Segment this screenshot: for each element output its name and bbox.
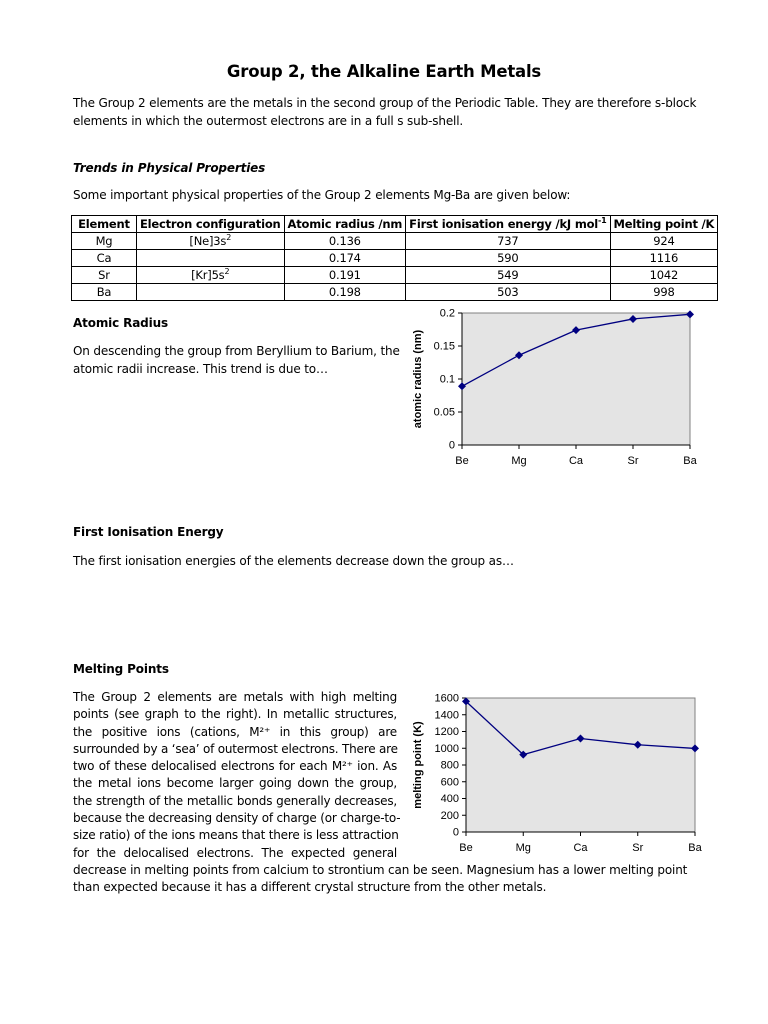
- cell-element: Mg: [72, 233, 137, 250]
- config-text: [Ne]3s: [189, 234, 227, 248]
- x-tick-label: Mg: [511, 455, 527, 467]
- text-line: size ratio) of the ions means that there is less attraction: [73, 828, 399, 843]
- text-line: two of these delocalised electrons for each M²⁺ ion. As: [73, 759, 397, 774]
- plot-area: [466, 698, 695, 832]
- y-tick-label: 600: [440, 776, 459, 789]
- y-tick-label: 0.05: [433, 406, 455, 419]
- x-tick-label: Ba: [683, 455, 697, 467]
- y-tick-label: 1400: [434, 709, 459, 722]
- x-tick-label: Ba: [688, 842, 702, 854]
- x-tick-label: Ca: [568, 455, 584, 467]
- cell-ie: 737: [406, 233, 610, 250]
- table-row: [72, 250, 718, 267]
- trends-heading: Trends in Physical Properties: [73, 161, 266, 175]
- x-tick-label: Be: [459, 842, 473, 854]
- y-tick-label: 400: [440, 793, 459, 805]
- atomic-radius-heading: Atomic Radius: [73, 316, 168, 330]
- header-mp: Melting point /K: [610, 216, 718, 233]
- header-ie-text: First ionisation energy /kJ mol: [409, 217, 599, 231]
- cell-element: Ba: [72, 284, 137, 301]
- cell-radius: 0.191: [284, 267, 406, 284]
- y-tick-label: 0: [452, 826, 459, 839]
- y-axis-label: atomic radius (nm): [412, 329, 424, 429]
- cell-ie: 503: [406, 284, 610, 301]
- table-row: [72, 284, 718, 301]
- cell-config: [137, 250, 285, 267]
- cell-mp: 1042: [610, 267, 718, 284]
- cell-ie: 590: [406, 250, 610, 267]
- text-line: because the decreasing density of charge (or charge-to-: [73, 811, 401, 826]
- cell-mp: 924: [610, 233, 718, 250]
- text-line: points (see graph to the right). In metallic structures,: [73, 707, 397, 722]
- melting-point-chart: [405, 688, 705, 860]
- table-row: [72, 267, 718, 284]
- text-line: than expected because it has a different crystal structure from the other metals.: [73, 880, 547, 895]
- table-intro: Some important physical properties of the Group 2 elements Mg-Ba are given below:: [73, 188, 571, 202]
- y-tick-label: 0.15: [433, 340, 455, 353]
- y-axis-label: melting point (K): [412, 721, 424, 809]
- page-title: Group 2, the Alkaline Earth Metals: [226, 62, 542, 81]
- cell-radius: 0.174: [284, 250, 406, 267]
- x-tick-label: Mg: [515, 842, 531, 854]
- x-tick-label: Be: [455, 455, 469, 467]
- config-superscript: 2: [226, 233, 232, 243]
- cell-mp: 1116: [610, 250, 718, 267]
- melting-points-text-continued: [73, 862, 698, 897]
- cell-mp: 998: [610, 284, 718, 301]
- y-tick-label: 0: [448, 439, 455, 452]
- text-line: decrease in melting points from calcium to strontium can be seen. Magnesium has a lower melting point: [73, 863, 688, 877]
- atomic-radius-text: On descending the group from Beryllium to Barium, the atomic radii increase. This trend is due to…: [73, 344, 400, 376]
- atomic-radius-chart: [405, 302, 705, 477]
- text-line: the positive ions (cations, M²⁺ in this group) are: [73, 724, 397, 739]
- ionisation-energy-heading: First Ionisation Energy: [73, 525, 224, 539]
- x-tick-label: Sr: [627, 455, 639, 467]
- text-line: the strength of the metallic bonds generally decreases,: [73, 793, 397, 808]
- table-row: [72, 233, 718, 250]
- y-tick-label: 1200: [434, 726, 459, 738]
- config-text: [Kr]5s: [191, 268, 225, 282]
- text-line: for the delocalised electrons. The expected general: [73, 845, 397, 860]
- header-ie: [406, 216, 610, 233]
- header-ie-sup: -1: [598, 216, 607, 226]
- cell-radius: 0.198: [284, 284, 406, 301]
- text-line: the metal ions become larger going down the group,: [73, 776, 397, 791]
- cell-radius: 0.136: [284, 233, 406, 250]
- melting-points-heading: Melting Points: [73, 662, 169, 676]
- intro-paragraph: The Group 2 elements are the metals in the second group of the Periodic Table. They are therefore s-block elements in which the outermost electrons are in a full s sub-shell.: [73, 96, 697, 128]
- y-tick-label: 1000: [434, 742, 459, 755]
- config-superscript: 2: [224, 267, 230, 277]
- table-header-row: [72, 216, 718, 233]
- cell-config: [137, 233, 285, 250]
- text-line: The Group 2 elements are metals with high melting: [73, 690, 397, 704]
- cell-config: [137, 284, 285, 301]
- header-config: Electron configuration: [137, 216, 285, 233]
- text-line: surrounded by a ‘sea’ of outermost electrons. There are: [73, 741, 398, 756]
- cell-element: Ca: [72, 250, 137, 267]
- melting-points-text: [73, 689, 401, 862]
- y-tick-label: 800: [440, 759, 459, 772]
- x-tick-label: Ca: [573, 842, 588, 854]
- y-tick-label: 200: [440, 809, 459, 822]
- cell-ie: 549: [406, 267, 610, 284]
- properties-table: [71, 215, 718, 301]
- y-tick-label: 0.2: [439, 307, 455, 320]
- y-tick-label: 0.1: [439, 373, 455, 386]
- header-radius: Atomic radius /nm: [284, 216, 406, 233]
- ionisation-energy-text: The first ionisation energies of the elements decrease down the group as…: [73, 554, 514, 568]
- x-tick-label: Sr: [632, 842, 644, 854]
- cell-config: [137, 267, 285, 284]
- y-tick-label: 1600: [434, 692, 459, 705]
- header-element: Element: [72, 216, 137, 233]
- cell-element: Sr: [72, 267, 137, 284]
